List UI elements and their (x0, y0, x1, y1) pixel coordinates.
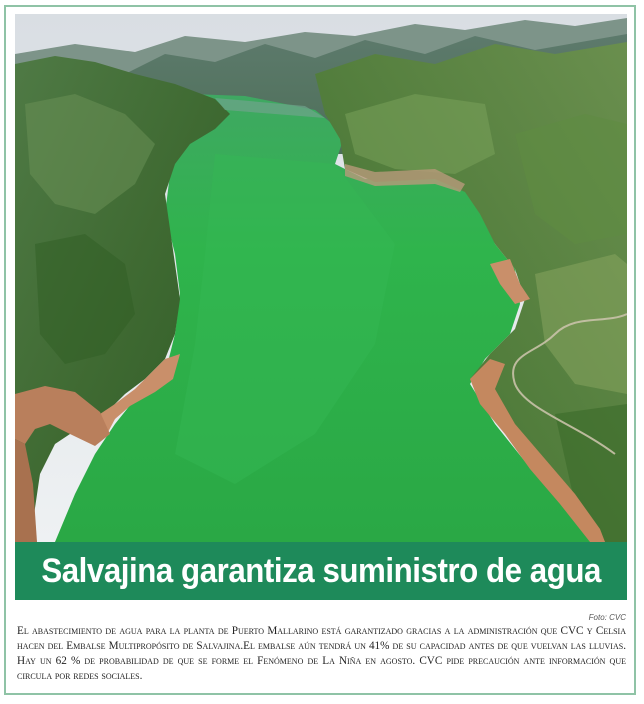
headline-bar (15, 542, 627, 600)
reservoir-photo (15, 14, 627, 542)
article-body: El abastecimiento de agua para la planta de Puerto Mallarino está garantizado gracias a la administración que CVC y Celsia hacen del Embalse Multipropósito de Salvajina.El embalse aún tendrá un 41% de su capacidad antes de que vuelvan las lluvias. Hay un 62 % de probabilidad de que se forme el Fenómeno de La Niña en agosto. CVC pide precaución ante información que circula por redes sociales. (17, 625, 626, 682)
photo-credit: Foto: CVC (588, 613, 626, 622)
reservoir-landscape-image (15, 14, 627, 542)
headline: Salvajina garantiza suministro de agua (41, 551, 601, 590)
